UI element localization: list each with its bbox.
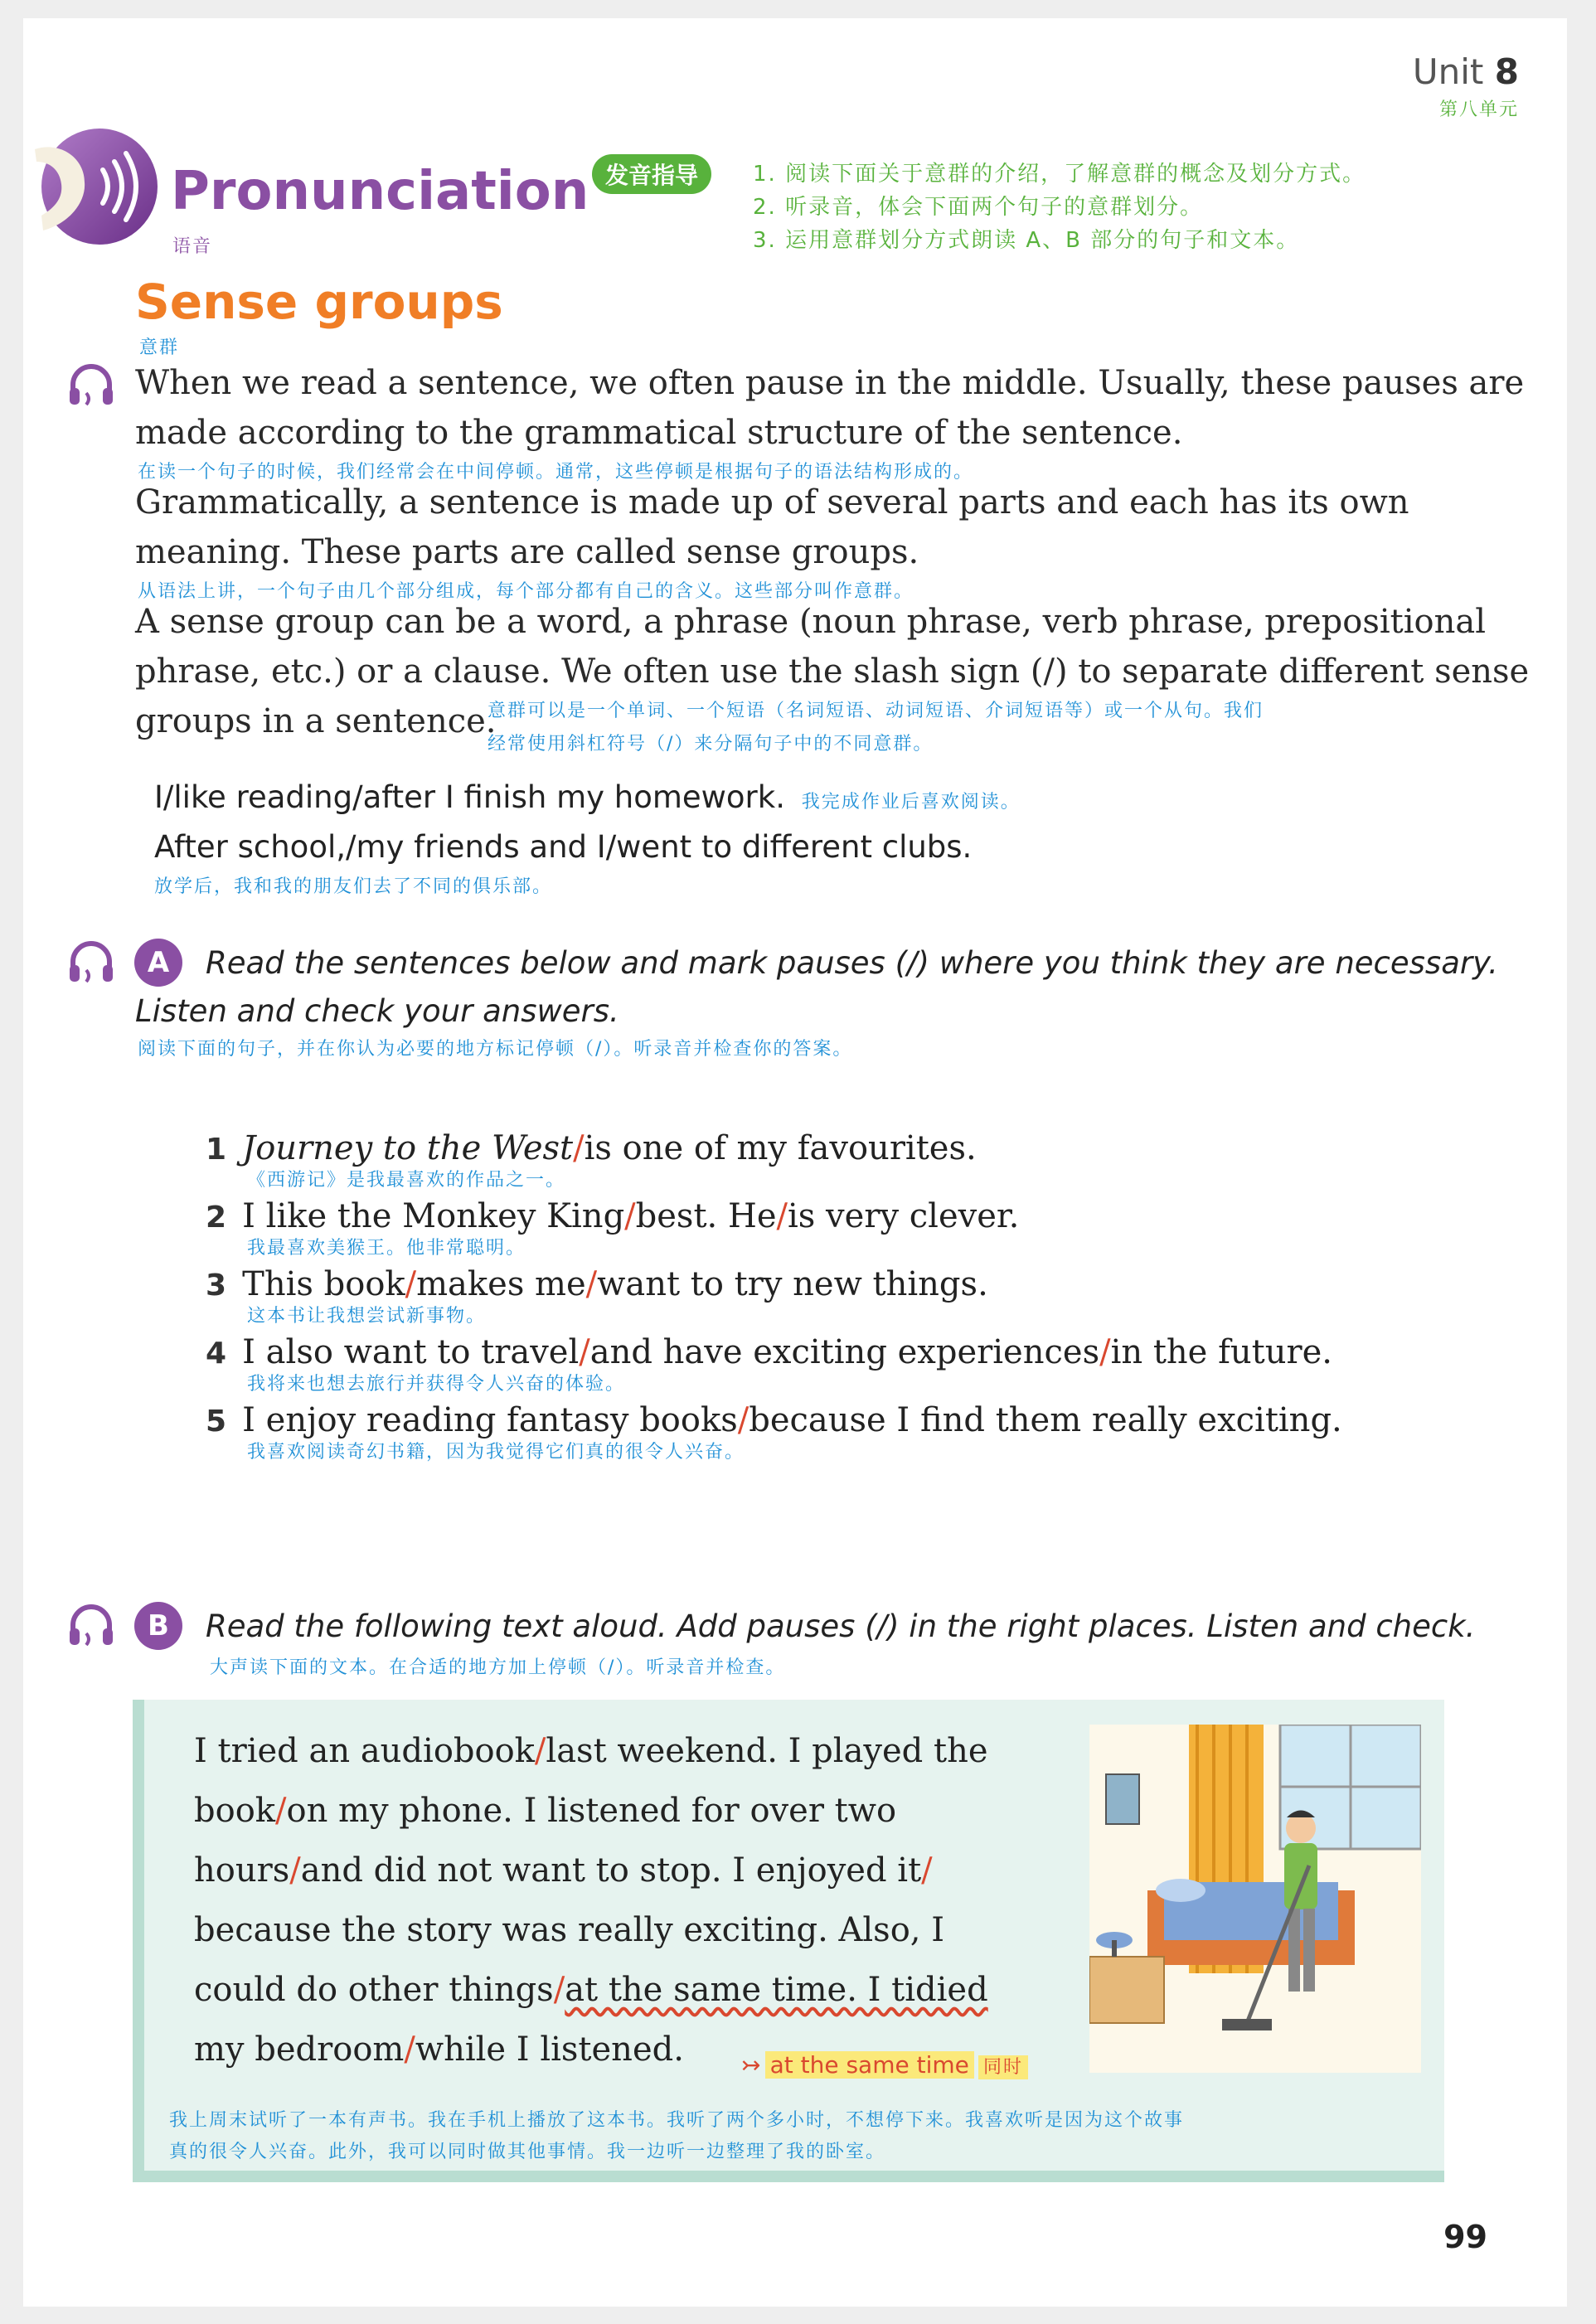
intro-p1-line2: made according to the grammatical structure of the sentence.	[135, 414, 1183, 452]
headphones-icon[interactable]	[66, 937, 116, 990]
unit-label-cn: 第八单元	[1438, 99, 1519, 120]
example-2-cn: 放学后，我和我的朋友们去了不同的俱乐部。	[154, 876, 553, 897]
passage-line	[194, 1841, 933, 1900]
segment: I also want to travel	[242, 1333, 580, 1371]
intro-p1-cn: 在读一个句子的时候，我们经常会在中间停顿。通常，这些停顿是根据句子的语法结构形成的。	[138, 462, 974, 483]
unit-header	[1413, 51, 1519, 121]
slash-mark: /	[573, 1129, 585, 1167]
segment: book	[194, 1792, 276, 1830]
item-number: 5	[206, 1405, 227, 1439]
passage-box	[133, 1700, 1444, 2182]
guide-item: 1. 阅读下面关于意群的介绍，了解意群的概念及划分方式。	[753, 162, 1366, 187]
part-a-badge: A	[134, 939, 182, 987]
item-cn: 我将来也想去旅行并获得令人兴奋的体验。	[247, 1374, 626, 1395]
list-item	[206, 1401, 1342, 1463]
intro-p2-line2: meaning. These parts are called sense groups.	[135, 533, 919, 571]
list-item	[206, 1197, 1019, 1259]
guide-badge: 发音指导	[592, 154, 711, 194]
segment: I enjoy reading fantasy books	[242, 1401, 738, 1439]
bedroom-illustration	[1089, 1725, 1421, 2073]
slash-mark: /	[585, 1265, 598, 1303]
slash-mark: /	[289, 1851, 301, 1890]
segment: because I find them really exciting.	[749, 1401, 1342, 1439]
translation-line1: 我上周末试听了一本有声书。我在手机上播放了这本书。我听了两个多小时，不想停下来。我喜欢听是因为这个故事	[169, 2110, 1185, 2131]
unit-label: Unit	[1412, 51, 1484, 92]
segment: This book	[242, 1265, 405, 1303]
intro-p1-line1: When we read a sentence, we often pause in the middle. Usually, these pauses are	[135, 364, 1525, 402]
example-cn: 我完成作业后喜欢阅读。	[801, 792, 1021, 813]
segment: while I listened.	[415, 2030, 684, 2069]
intro-p2-line1: Grammatically, a sentence is made up of several parts and each has its own	[135, 483, 1409, 522]
segment: best. He	[635, 1197, 777, 1235]
segment: could do other things	[194, 1971, 554, 2009]
part-b-badge: B	[134, 1602, 182, 1650]
example-text: I/like reading/after I finish my homework.	[154, 779, 785, 815]
segment: makes me	[416, 1265, 586, 1303]
item-number: 3	[206, 1269, 227, 1303]
list-item	[206, 1333, 1332, 1395]
part-a-instruction-line1: Read the sentences below and mark pauses (/) where you think they are necessary.	[206, 945, 1498, 981]
part-a-instruction-line2: Listen and check your answers.	[135, 993, 619, 1029]
example-sentence-2: After school,/my friends and I/went to different clubs.	[154, 829, 973, 865]
segment: on my phone. I listened for over two	[286, 1792, 897, 1830]
headphones-icon[interactable]	[66, 1600, 116, 1653]
slash-mark: /	[737, 1401, 749, 1439]
segment: is very clever.	[788, 1197, 1020, 1235]
example-sentence-1	[154, 779, 1021, 815]
passage-line: because the story was really exciting. Also, I	[194, 1911, 945, 1949]
heading-title: Sense groups	[135, 274, 503, 330]
segment: want to try new things.	[597, 1265, 988, 1303]
slash-mark: /	[921, 1851, 933, 1890]
item-number: 2	[206, 1201, 227, 1235]
item-cn: 我最喜欢美猴王。他非常聪明。	[247, 1238, 526, 1259]
part-b-instruction-cn: 大声读下面的文本。在合适的地方加上停顿（/）。听录音并检查。	[210, 1657, 786, 1678]
item-cn: 我喜欢阅读奇幻书籍，因为我觉得它们真的很令人兴奋。	[247, 1442, 745, 1463]
guide-item: 2. 听录音，体会下面两个句子的意群划分。	[753, 195, 1204, 220]
slash-mark: /	[553, 1971, 565, 2009]
segment: in the future.	[1110, 1333, 1332, 1371]
note-cn: 同时	[978, 2055, 1028, 2079]
segment: and have exciting experiences	[589, 1333, 1100, 1371]
intro-p2-cn: 从语法上讲，一个句子由几个部分组成，每个部分都有自己的含义。这些部分叫作意群。	[138, 581, 914, 602]
page-number: 99	[1443, 2219, 1487, 2255]
list-item	[206, 1265, 988, 1327]
guide-item: 3. 运用意群划分方式朗读 A、B 部分的句子和文本。	[753, 228, 1300, 253]
segment: I like the Monkey King	[242, 1197, 625, 1235]
segment: my bedroom	[194, 2030, 405, 2069]
intro-p3-cn2: 经常使用斜杠符号（/）来分隔句子中的不同意群。	[488, 734, 934, 754]
passage-line	[194, 1960, 988, 2020]
passage-line	[194, 1721, 988, 1781]
part-b-instruction: Read the following text aloud. Add pauses (/) in the right places. Listen and check.	[206, 1608, 1476, 1644]
textbook-page	[23, 18, 1567, 2307]
section-title: Pronunciation	[171, 161, 589, 222]
part-a-instruction-cn: 阅读下面的句子，并在你认为必要的地方标记停顿（/）。听录音并检查你的答案。	[138, 1039, 853, 1060]
slash-mark: /	[534, 1732, 546, 1770]
passage-line	[194, 2020, 684, 2079]
item-cn: 《西游记》是我最喜欢的作品之一。	[247, 1170, 566, 1191]
heading-title-cn: 意群	[139, 337, 180, 358]
item-number: 4	[206, 1337, 227, 1371]
section-title-cn: 语音	[172, 236, 213, 257]
slash-mark: /	[404, 2030, 415, 2069]
vocab-note	[741, 2051, 1028, 2079]
note-en: at the same time	[765, 2051, 974, 2079]
unit-number: 8	[1494, 51, 1519, 92]
intro-p3-line1: A sense group can be a word, a phrase (noun phrase, verb phrase, prepositional	[135, 603, 1487, 641]
passage-line	[194, 1781, 896, 1841]
segment: and did not want to stop. I enjoyed it	[300, 1851, 922, 1890]
list-item	[206, 1129, 977, 1191]
segment: hours	[194, 1851, 290, 1890]
speaker-head-icon	[27, 124, 159, 249]
translation-line2: 真的很令人兴奋。此外，我可以同时做其他事情。我一边听一边整理了我的卧室。	[169, 2142, 886, 2162]
segment: I tried an audiobook	[194, 1732, 535, 1770]
intro-p3-line2: phrase, etc.) or a clause. We often use the slash sign (/) to separate different sense	[135, 653, 1530, 691]
highlighted-phrase: at the same time. I tidied	[565, 1971, 988, 2009]
item-cn: 这本书让我想尝试新事物。	[247, 1306, 487, 1327]
intro-p3-line3: groups in a sentence.	[135, 702, 497, 740]
arrow-icon: ↣	[741, 2051, 761, 2079]
headphones-icon[interactable]	[66, 360, 116, 413]
book-title: Journey to the West	[242, 1129, 574, 1167]
slash-mark: /	[579, 1333, 590, 1371]
intro-p3-cn1: 意群可以是一个单词、一个短语（名词短语、动词短语、介词短语等）或一个从句。我们	[488, 701, 1264, 721]
slash-mark: /	[776, 1197, 788, 1235]
segment: is one of my favourites.	[584, 1129, 977, 1167]
slash-mark: /	[275, 1792, 287, 1830]
guide-list	[753, 158, 1366, 257]
slash-mark: /	[624, 1197, 636, 1235]
item-number: 1	[206, 1133, 227, 1167]
slash-mark: /	[1099, 1333, 1111, 1371]
segment: last weekend. I played the	[546, 1732, 988, 1770]
slash-mark: /	[405, 1265, 417, 1303]
